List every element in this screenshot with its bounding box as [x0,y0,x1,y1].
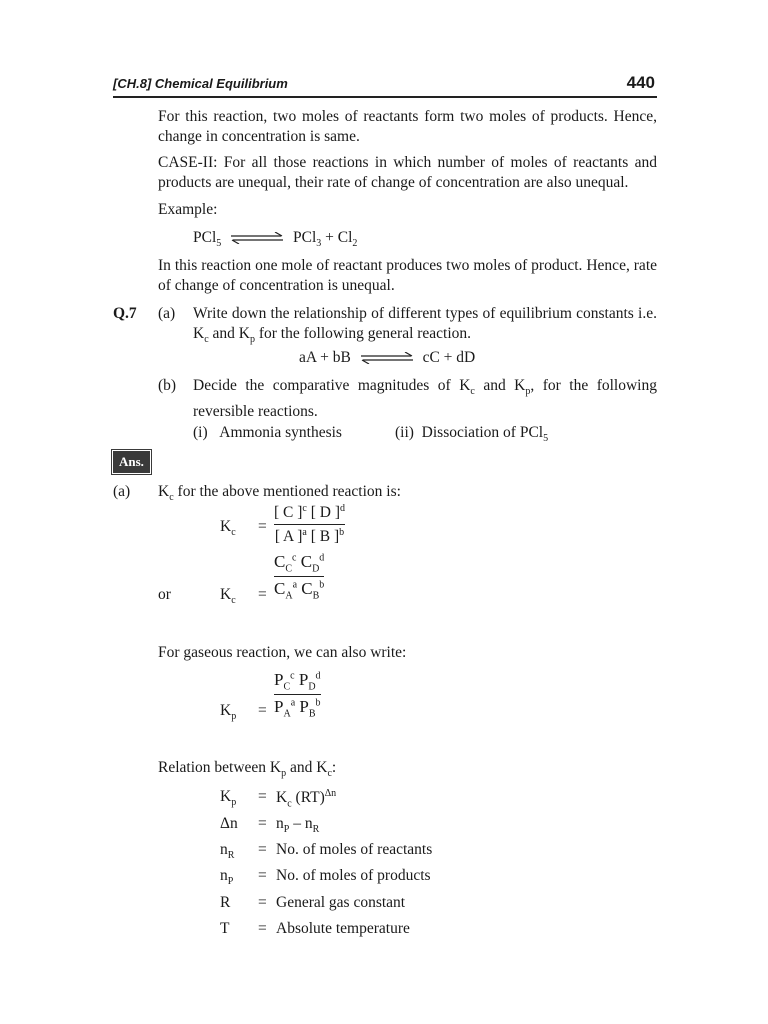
q7-a-label: (a) [158,305,176,322]
kc-symbol: $K_c$ [220,518,236,539]
q7-a-text: Write down the relationship of different types of equilibrium constants i.e. $K_c$ and $K_p$ for the following general reaction. [193,305,657,346]
reaction-right: cC + dD [422,349,476,366]
def-sym-nr: $n_R$ [220,841,235,862]
gaseous-intro: For gaseous reaction, we can also write: [158,644,407,661]
paragraph-1: For this reaction, two moles of reactants form two moles of products. Hence, change in concentration is same. [158,108,657,145]
question-number: Q.7 [113,305,137,322]
paragraph-3: In this reaction one mole of reactant produces two moles of product. Hence, rate of change of concentration is unequal. [158,257,657,294]
chapter-title: [CH.8] Chemical Equilibrium [113,76,288,91]
reactant-pcl5: PCl$_5$ [193,229,222,250]
ans-a-label: (a) [113,483,131,500]
kc-symbol-2: $K_c$ [220,586,236,607]
equals-sign: = [258,841,267,858]
def-val-kp: $K_c$ (RT)$^{\Delta n}$ [276,788,337,810]
reaction-left: aA + bB [299,349,351,366]
equals-sign: = [258,788,267,805]
relation-intro: Relation between $K_p$ and $K_c$: [158,759,337,780]
general-reaction [299,348,475,368]
equals-sign: = [258,815,267,832]
example-reaction [193,228,357,254]
def-sym-np: $n_P$ [220,867,234,888]
def-val-t: Absolute temperature [276,920,410,937]
answer-badge: Ans. [113,451,150,473]
equals-sign: = [258,702,267,719]
kp-fraction: $\frac{P_C^c P_D^d}{P_A^a P_B^b}$ [274,670,321,720]
def-val-nr: No. of moles of reactants [276,841,433,858]
example-label: Example: [158,201,218,218]
def-sym-t: T [220,920,230,937]
or-label: or [158,586,171,603]
kp-symbol: $K_p$ [220,702,237,723]
page-number: 440 [626,73,655,92]
q7-b-label: (b) [158,377,177,394]
header-rule [113,96,657,98]
def-sym-delta-n: Δn [220,815,238,832]
q7-b-ii: (ii) Dissociation of PCl$_5$ [395,424,549,445]
def-val-np: No. of moles of products [276,867,431,884]
equals-sign: = [258,867,267,884]
equilibrium-arrow-icon [229,232,285,244]
def-sym-r: R [220,894,231,911]
equals-sign: = [258,894,267,911]
def-sym-kp: $K_p$ [220,788,237,809]
equilibrium-arrow-icon [359,352,415,364]
products-pcl3-cl2: $PCl_3 + Cl_2$ [293,229,358,250]
equals-sign: = [258,920,267,937]
kc-fraction-1: $\frac{[ C ]^c [ D ]^d}{[ A ]^a [ B ]^b}$ [274,503,346,546]
kc-intro: $K_c$ for the above mentioned reaction is: [158,483,401,504]
kc-fraction-2: $\frac{C_C^c C_D^d}{C_A^a C_B^b}$ [274,552,325,602]
q7-b-text: Decide the comparative magnitudes of $K_c$ and $K_p$, for the following reversible reactions. [193,377,657,421]
q7-b-i: (i) Ammonia synthesis [193,424,342,441]
equals-sign: = [258,586,267,603]
def-val-r: General gas constant [276,894,406,911]
equals-sign: = [258,518,267,535]
paragraph-case-2: CASE-II: For all those reactions in which number of moles of reactants and products are unequal, their rate of change of concentration are also unequal. [158,154,657,191]
def-val-delta-n: $n_P - n_R$ [276,815,320,836]
